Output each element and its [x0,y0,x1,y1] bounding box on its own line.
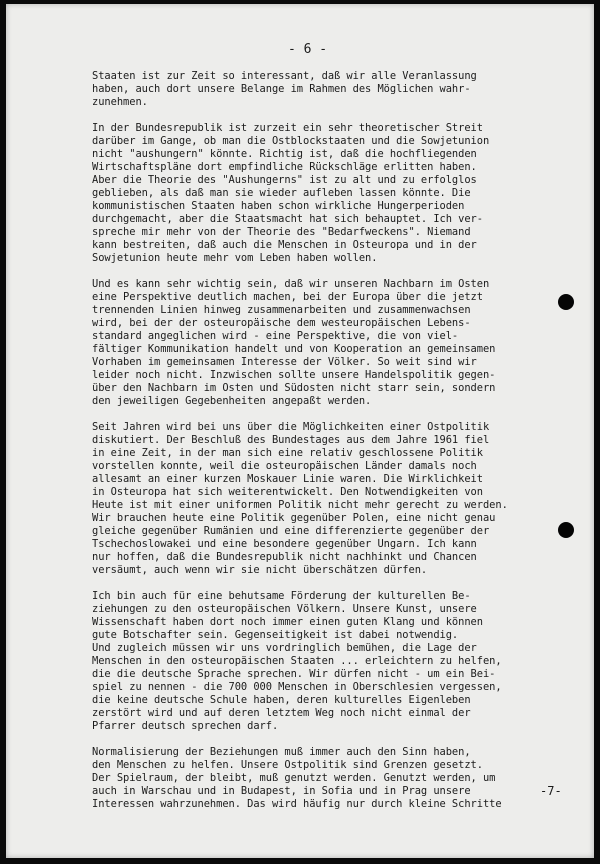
text-line: Seit Jahren wird bei uns über die Möglichkeiten einer Ostpolitik [92,421,490,433]
document-page [6,4,594,858]
page-number-top: - 6 - [288,42,328,57]
paragraph [92,746,562,811]
text-line: zunehmen. [92,96,148,108]
text-line: nur hoffen, daß die Bundesrepublik nicht nachhinkt und Chancen [92,551,477,563]
paragraph [92,70,562,109]
text-line: Wissenschaft haben dort noch immer einen guten Klang und können [92,616,483,628]
text-line: allesamt an einer kurzen Moskauer Linie waren. Die Wirklichkeit [92,473,483,485]
text-line: kann bestreiten, daß auch die Menschen in Osteuropa und in der [92,239,477,251]
text-line: die keine deutsche Schule haben, deren kulturelles Eigenleben [92,694,471,706]
text-line: haben, auch dort unsere Belange im Rahmen des Möglichen wahr- [92,83,471,95]
text-line: ziehungen zu den osteuropäischen Völkern. Unsere Kunst, unsere [92,603,477,615]
text-line: Pfarrer deutsch sprechen darf. [92,720,279,732]
text-line: eine Perspektive deutlich machen, bei der Europa über die jetzt [92,291,483,303]
text-line: auch in Warschau und in Budapest, in Sofia und in Prag unsere [92,785,471,797]
text-line: spiel zu nennen - die 700 000 Menschen in Oberschlesien vergessen, [92,681,502,693]
paragraph [92,278,562,408]
text-line: Aber die Theorie des "Aushungerns" ist zu alt und zu erfolglos [92,174,477,186]
text-line: Staaten ist zur Zeit so interessant, daß wir alle Veranlassung [92,70,477,82]
text-line: den Menschen zu helfen. Unsere Ostpolitik sind Grenzen gesetzt. [92,759,483,771]
text-line: Und zugleich müssen wir uns vordringlich bemühen, die Lage der [92,642,477,654]
text-line: durchgemacht, aber die Staatsmacht hat sich behauptet. Ich ver- [92,213,483,225]
text-line: gleiche gegenüber Rumänien und eine differenzierte gegenüber der [92,525,490,537]
text-line: In der Bundesrepublik ist zurzeit ein sehr theoretischer Streit [92,122,483,134]
text-line: die die deutsche Sprache sprechen. Wir dürfen nicht - um ein Bei- [92,668,496,680]
text-line: gute Botschafter sein. Gegenseitigkeit ist dabei notwendig. [92,629,459,641]
text-line: zerstört wird und auf deren letztem Weg noch nicht einmal der [92,707,471,719]
text-line: fältiger Kommunikation handelt und von Kooperation an gemeinsamen [92,343,496,355]
text-line: Heute ist mit einer uniformen Politik nicht mehr gerecht zu werden. [92,499,508,511]
text-line: Interessen wahrzunehmen. Das wird häufig nur durch kleine Schritte [92,798,502,810]
text-line: trennenden Linien hinweg zusammenarbeiten und zusammenwachsen [92,304,471,316]
text-line: Normalisierung der Beziehungen muß immer auch den Sinn haben, [92,746,471,758]
text-line: Ich bin auch für eine behutsame Förderung der kulturellen Be- [92,590,471,602]
text-line: versäumt, auch wenn wir sie nicht überschätzen dürfen. [92,564,428,576]
text-line: Wirtschaftspläne dort empfindliche Rückschläge erlitten haben. [92,161,477,173]
text-line: spreche mir mehr von der Theorie des "Bedarfweckens". Niemand [92,226,471,238]
text-line: wird, bei der der osteuropäische dem westeuropäischen Lebens- [92,317,471,329]
text-line: Wir brauchen heute eine Politik gegenüber Polen, eine nicht genau [92,512,496,524]
text-line: standard angeglichen wird - eine Perspektive, die von viel- [92,330,459,342]
paragraph [92,122,562,265]
text-line: darüber im Gange, ob man die Ostblockstaaten und die Sowjetunion [92,135,490,147]
text-line: Der Spielraum, der bleibt, muß genutzt werden. Genutzt werden, um [92,772,496,784]
text-line: Vorhaben im gemeinsamen Interesse der Völker. So weit sind wir [92,356,477,368]
punch-hole [558,522,574,538]
page-number-bottom: -7- [540,784,562,798]
text-line: Tschechoslowakei und eine besondere gegenüber Ungarn. Ich kann [92,538,477,550]
text-line: kommunistischen Staaten haben schon wirkliche Hungerperioden [92,200,465,212]
text-line: vorstellen konnte, weil die osteuropäischen Länder damals noch [92,460,477,472]
text-line: über den Nachbarn im Osten und Südosten nicht starr sein, sondern [92,382,496,394]
text-line: Menschen in den osteuropäischen Staaten ... erleichtern zu helfen, [92,655,502,667]
punch-hole [558,294,574,310]
text-line: den jeweiligen Gegebenheiten angepaßt werden. [92,395,372,407]
text-line: leider noch nicht. Inzwischen sollte unsere Handelspolitik gegen- [92,369,496,381]
text-line: in Osteuropa hat sich weiterentwickelt. Den Notwendigkeiten von [92,486,483,498]
paragraph [92,421,562,577]
text-line: Und es kann sehr wichtig sein, daß wir unseren Nachbarn im Osten [92,278,490,290]
paragraph [92,590,562,733]
text-line: geblieben, als daß man sie wieder aufleben lassen könnte. Die [92,187,471,199]
text-line: Sowjetunion heute mehr vom Leben haben wollen. [92,252,378,264]
body-text [92,70,562,811]
text-line: in eine Zeit, in der man sich eine relativ geschlossene Politik [92,447,483,459]
text-line: nicht "aushungern" könnte. Richtig ist, daß die hochfliegenden [92,148,477,160]
text-line: diskutiert. Der Beschluß des Bundestages aus dem Jahre 1961 fiel [92,434,490,446]
